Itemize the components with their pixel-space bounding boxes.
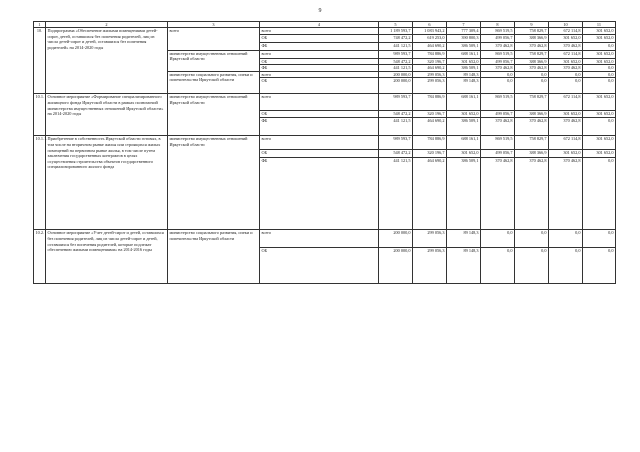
amount-cell: 89 148,3 xyxy=(447,78,481,94)
amount-cell: 370 462,8 xyxy=(481,65,515,72)
amount-cell: 301 652,0 xyxy=(447,150,481,158)
amount-cell: 758 829,7 xyxy=(515,50,549,58)
amount-cell: 548 472,2 xyxy=(379,111,413,118)
funding-source: всего xyxy=(260,28,379,35)
amount-cell: 320 196,7 xyxy=(413,150,447,158)
amount-cell: 388 366,9 xyxy=(515,111,549,118)
executor-cell: министерство имущественных отношений Иркутской области xyxy=(168,50,260,71)
column-header: 8 xyxy=(481,22,515,28)
amount-cell: 301 652,0 xyxy=(549,111,583,118)
measure-description: Основное мероприятие «Учет детей-сирот и детей, оставшихся без попечения родителей, лиц из числа детей-сирот и детей, оставшихся без попечения родителей, которые подлежат обеспечению жилыми помещениями» на 2014-2016 годы xyxy=(46,230,168,284)
amount-cell: 499 056,7 xyxy=(481,150,515,158)
amount-cell: 320 196,7 xyxy=(413,111,447,118)
funding-source: ОБ xyxy=(260,58,379,65)
amount-cell: 301 652,0 xyxy=(583,94,616,111)
amount-cell: 299 056,3 xyxy=(413,248,447,284)
amount-cell: 299 056,3 xyxy=(413,78,447,94)
amount-cell: 370 462,8 xyxy=(481,118,515,136)
amount-cell: 499 056,7 xyxy=(481,111,515,118)
amount-cell: 784 886,9 xyxy=(413,136,447,150)
amount-cell: 989 593,7 xyxy=(379,136,413,150)
funding-source: ФБ xyxy=(260,65,379,72)
amount-cell: 548 472,2 xyxy=(379,150,413,158)
amount-cell: 672 114,8 xyxy=(549,28,583,35)
funding-source: всего xyxy=(260,230,379,248)
amount-cell: 320 196,7 xyxy=(413,58,447,65)
amount-cell: 0,0 xyxy=(583,65,616,72)
amount-cell: 758 829,7 xyxy=(515,28,549,35)
budget-table xyxy=(33,21,616,284)
amount-cell: 441 121,5 xyxy=(379,65,413,72)
amount-cell: 301 652,0 xyxy=(583,50,616,58)
row-number: 10.2. xyxy=(34,230,46,284)
amount-cell: 370 462,8 xyxy=(515,158,549,230)
funding-source: всего xyxy=(260,50,379,58)
amount-cell: 758 829,7 xyxy=(515,94,549,111)
column-header: 9 xyxy=(515,22,549,28)
funding-source: ФБ xyxy=(260,118,379,136)
amount-cell: 386 509,1 xyxy=(447,118,481,136)
amount-cell: 464 690,2 xyxy=(413,65,447,72)
table-row xyxy=(34,94,616,111)
amount-cell: 388 366,9 xyxy=(515,34,549,42)
amount-cell: 0,0 xyxy=(515,230,549,248)
amount-cell: 1 083 943,2 xyxy=(413,28,447,35)
amount-cell: 89 148,3 xyxy=(447,230,481,248)
amount-cell: 0,0 xyxy=(549,71,583,78)
amount-cell: 672 114,8 xyxy=(549,94,583,111)
amount-cell: 619 253,0 xyxy=(413,34,447,42)
row-number: 10.1.1. xyxy=(34,136,46,230)
funding-source: ФБ xyxy=(260,158,379,230)
amount-cell: 301 652,0 xyxy=(549,34,583,42)
amount-cell: 1 189 593,7 xyxy=(379,28,413,35)
column-header: 5 xyxy=(379,22,413,28)
table-row xyxy=(34,136,616,150)
amount-cell: 0,0 xyxy=(481,78,515,94)
amount-cell: 0,0 xyxy=(515,78,549,94)
amount-cell: 301 652,0 xyxy=(583,136,616,150)
column-header: 4 xyxy=(260,22,379,28)
amount-cell: 388 366,9 xyxy=(515,58,549,65)
amount-cell: 0,0 xyxy=(583,230,616,248)
amount-cell: 301 652,0 xyxy=(549,58,583,65)
amount-cell: 89 148,3 xyxy=(447,71,481,78)
amount-cell: 464 690,2 xyxy=(413,158,447,230)
funding-source: всего xyxy=(260,71,379,78)
row-number: 10. xyxy=(34,28,46,94)
funding-source: ОБ xyxy=(260,248,379,284)
amount-cell: 499 056,7 xyxy=(481,58,515,65)
measure-description: Подпрограмма «Обеспечение жилыми помещениями детей-сирот, детей, оставшихся без попечения родителей, лиц из числа детей-сирот и детей, оставшихся без попечения родителей» на 2014-2020 годы xyxy=(46,28,168,94)
executor-cell: министерство социального развития, опеки и попечительства Иркутской области xyxy=(168,71,260,94)
amount-cell: 89 148,3 xyxy=(447,248,481,284)
amount-cell: 301 652,0 xyxy=(447,111,481,118)
amount-cell: 464 690,2 xyxy=(413,42,447,50)
amount-cell: 0,0 xyxy=(481,230,515,248)
funding-source: ОБ xyxy=(260,150,379,158)
amount-cell: 370 462,8 xyxy=(515,118,549,136)
amount-cell: 370 462,8 xyxy=(549,65,583,72)
amount-cell: 386 509,1 xyxy=(447,42,481,50)
amount-cell: 301 652,0 xyxy=(583,111,616,118)
amount-cell: 548 472,2 xyxy=(379,58,413,65)
funding-source: ОБ xyxy=(260,78,379,94)
amount-cell: 200 000,0 xyxy=(379,78,413,94)
amount-cell: 370 462,8 xyxy=(549,118,583,136)
amount-cell: 0,0 xyxy=(515,71,549,78)
amount-cell: 301 652,0 xyxy=(583,150,616,158)
executor-cell: министерство социального развития, опеки и попечительства Иркутской области xyxy=(168,230,260,284)
column-header: 10 xyxy=(549,22,583,28)
amount-cell: 299 056,3 xyxy=(413,230,447,248)
amount-cell: 0,0 xyxy=(515,248,549,284)
amount-cell: 370 462,8 xyxy=(515,65,549,72)
amount-cell: 370 462,8 xyxy=(481,158,515,230)
amount-cell: 784 886,9 xyxy=(413,94,447,111)
amount-cell: 0,0 xyxy=(549,78,583,94)
amount-cell: 688 161,1 xyxy=(447,136,481,150)
amount-cell: 441 121,5 xyxy=(379,118,413,136)
executor-cell: министерство имущественных отношений Иркутской области xyxy=(168,94,260,136)
amount-cell: 777 309,4 xyxy=(447,28,481,35)
amount-cell: 758 829,7 xyxy=(515,136,549,150)
amount-cell: 869 519,5 xyxy=(481,28,515,35)
funding-source: ФБ xyxy=(260,42,379,50)
amount-cell: 441 121,5 xyxy=(379,158,413,230)
amount-cell: 0,0 xyxy=(583,71,616,78)
amount-cell: 688 161,1 xyxy=(447,94,481,111)
amount-cell: 869 519,5 xyxy=(481,94,515,111)
measure-description: Приобретение в собственность Иркутской области готовых, в том числе на вторичном рынке жилья или строящихся жилых помещений на первичном рынке жилья, в том числе путем заключения государственных контрактов в целях осуществления строительства объектов государственного специализированного жилого фонда xyxy=(46,136,168,230)
amount-cell: 0,0 xyxy=(549,230,583,248)
amount-cell: 748 472,2 xyxy=(379,34,413,42)
amount-cell: 386 509,1 xyxy=(447,65,481,72)
amount-cell: 301 652,0 xyxy=(583,34,616,42)
amount-cell: 370 462,8 xyxy=(481,42,515,50)
column-header: 7 xyxy=(447,22,481,28)
amount-cell: 200 000,0 xyxy=(379,71,413,78)
amount-cell: 0,0 xyxy=(583,78,616,94)
amount-cell: 370 462,8 xyxy=(549,158,583,230)
amount-cell: 499 056,7 xyxy=(481,34,515,42)
amount-cell: 299 056,3 xyxy=(413,71,447,78)
amount-cell: 390 800,3 xyxy=(447,34,481,42)
column-header: 1 xyxy=(34,22,46,28)
column-header: 2 xyxy=(46,22,168,28)
amount-cell: 672 114,8 xyxy=(549,136,583,150)
amount-cell: 0,0 xyxy=(481,248,515,284)
executor-cell: всего xyxy=(168,28,260,51)
page-number: 9 xyxy=(318,8,322,14)
column-header: 3 xyxy=(168,22,260,28)
amount-cell: 301 652,0 xyxy=(549,150,583,158)
amount-cell: 989 593,7 xyxy=(379,50,413,58)
amount-cell: 0,0 xyxy=(583,118,616,136)
row-number: 10.1. xyxy=(34,94,46,136)
measure-description: Основное мероприятие «Формирование специализированного жилищного фонда Иркутской области в рамках полномочий министерства имущественных отношений Иркутской области» на 2014-2020 годы xyxy=(46,94,168,136)
amount-cell: 784 886,9 xyxy=(413,50,447,58)
amount-cell: 672 114,8 xyxy=(549,50,583,58)
amount-cell: 0,0 xyxy=(481,71,515,78)
funding-source: ОБ xyxy=(260,34,379,42)
amount-cell: 869 519,5 xyxy=(481,50,515,58)
amount-cell: 370 462,8 xyxy=(515,42,549,50)
amount-cell: 301 652,0 xyxy=(447,58,481,65)
table-row xyxy=(34,28,616,35)
column-header: 6 xyxy=(413,22,447,28)
funding-source: всего xyxy=(260,94,379,111)
amount-cell: 301 652,0 xyxy=(583,58,616,65)
amount-cell: 0,0 xyxy=(583,248,616,284)
amount-cell: 989 593,7 xyxy=(379,94,413,111)
amount-cell: 200 000,0 xyxy=(379,230,413,248)
amount-cell: 370 462,8 xyxy=(549,42,583,50)
funding-source: ОБ xyxy=(260,111,379,118)
amount-cell: 301 652,0 xyxy=(583,28,616,35)
amount-cell: 464 690,2 xyxy=(413,118,447,136)
amount-cell: 0,0 xyxy=(583,42,616,50)
amount-cell: 388 366,9 xyxy=(515,150,549,158)
amount-cell: 0,0 xyxy=(583,158,616,230)
amount-cell: 441 121,5 xyxy=(379,42,413,50)
amount-cell: 386 509,1 xyxy=(447,158,481,230)
amount-cell: 688 161,1 xyxy=(447,50,481,58)
amount-cell: 0,0 xyxy=(549,248,583,284)
executor-cell: министерство имущественных отношений Иркутской области xyxy=(168,136,260,230)
amount-cell: 200 000,0 xyxy=(379,248,413,284)
table-row xyxy=(34,230,616,248)
column-header: 11 xyxy=(583,22,616,28)
amount-cell: 869 519,5 xyxy=(481,136,515,150)
funding-source: всего xyxy=(260,136,379,150)
